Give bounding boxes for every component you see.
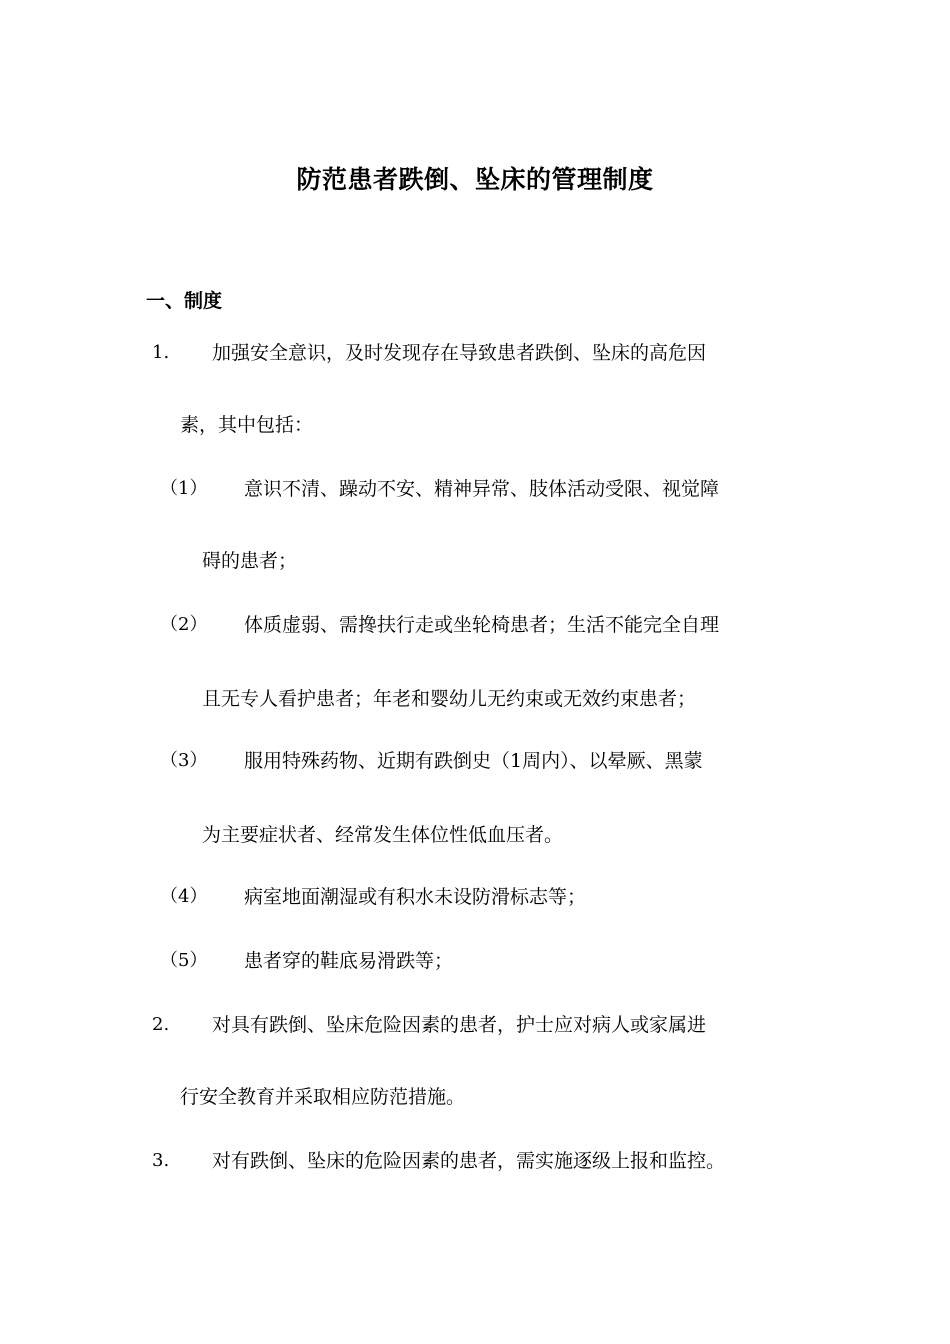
item-1-line-2: 素，其中包括：	[180, 414, 314, 436]
section-heading: 一、制度	[146, 290, 223, 312]
subitem-1-line-2: 碍的患者；	[202, 550, 298, 572]
item-3-marker: 3.	[152, 1150, 170, 1171]
item-2-line-2: 行安全教育并采取相应防范措施。	[180, 1086, 466, 1108]
subitem-2-line-2: 且无专人看护患者；年老和婴幼儿无约束或无效约束患者；	[202, 688, 697, 710]
document-title: 防范患者跌倒、坠床的管理制度	[296, 165, 654, 194]
item-2-marker: 2.	[152, 1014, 170, 1035]
item-2-line-1: 对具有跌倒、坠床危险因素的患者，护士应对病人或家属进	[212, 1014, 707, 1036]
subitem-1-line-1: 意识不清、躁动不安、精神异常、肢体活动受限、视觉障	[244, 478, 720, 500]
subitem-4-line-1: 病室地面潮湿或有积水未设防滑标志等；	[244, 886, 587, 908]
subitem-2-line-1: 体质虚弱、需搀扶行走或坐轮椅患者；生活不能完全自理	[244, 614, 720, 636]
item-1-line-1: 加强安全意识，及时发现存在导致患者跌倒、坠床的高危因	[212, 342, 707, 364]
item-3-line-1: 对有跌倒、坠床的危险因素的患者，需实施逐级上报和监控。	[212, 1150, 726, 1172]
item-1-marker: 1.	[152, 342, 170, 363]
subitem-4-marker: （4）	[160, 886, 208, 907]
subitem-3-line-2: 为主要症状者、经常发生体位性低血压者。	[202, 824, 564, 846]
subitem-5-marker: （5）	[160, 950, 208, 971]
subitem-1-marker: （1）	[160, 478, 208, 499]
subitem-3-marker: （3）	[160, 750, 208, 771]
subitem-2-marker: （2）	[160, 614, 208, 635]
subitem-3-line-1: 服用特殊药物、近期有跌倒史（1周内）、以晕厥、黑蒙	[244, 750, 703, 772]
subitem-5-line-1: 患者穿的鞋底易滑跌等；	[244, 950, 454, 972]
